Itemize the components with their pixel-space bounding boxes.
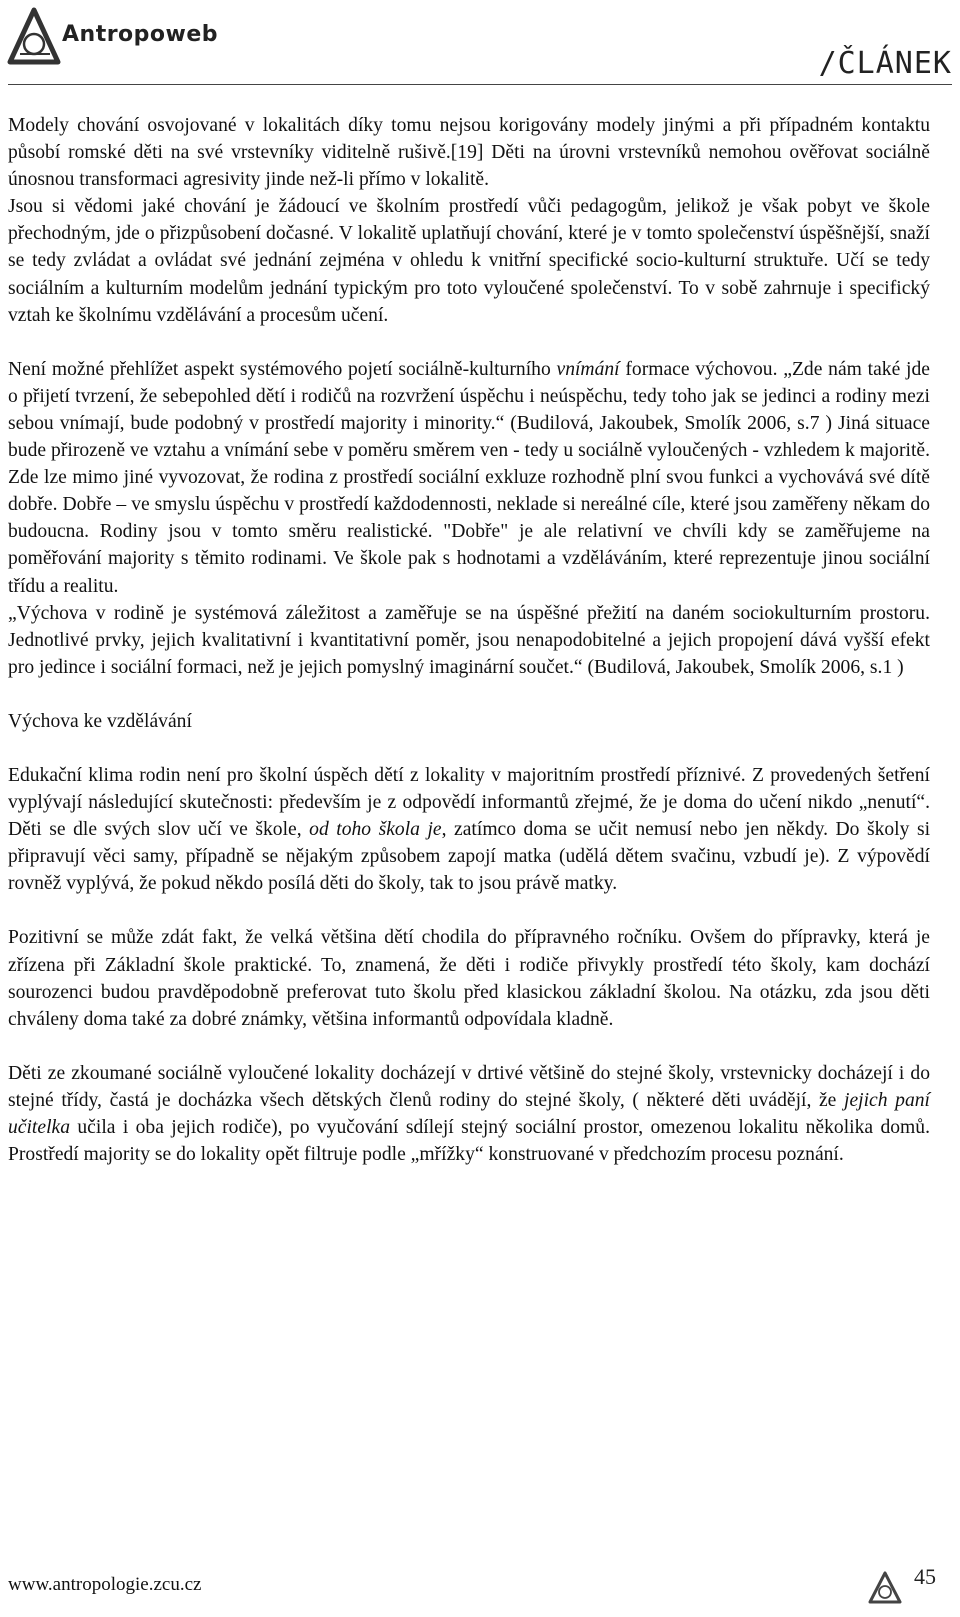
paragraph-7 (8, 1060, 930, 1168)
paragraph-5 (8, 762, 930, 897)
paragraph-3-emphasis: vnímání (556, 358, 620, 380)
article-body (8, 112, 930, 1168)
section-heading: Výchova ke vzdělávání (8, 710, 192, 732)
section-label: /ČLÁNEK (818, 46, 952, 81)
page-number: 45 (914, 1564, 936, 1589)
paragraph-2: Jsou si vědomi jaké chování je žádoucí ve školním prostředí vůči pedagogům, jelikož je však pobyt ve škole přechodným, jde o přizpůsobení dočasné. V lokalitě uplatňují chování, které je v tomto společenství úspěšnější, snaží se tedy zvládat a ovládat své jednání zejména v ohledu k vnitřní specifické socio-kulturní struktuře. Učí se tedy sociálním a kulturním modelům jednání typickým pro toto vyloučené společenství. To v sobě zahrnuje i specifický vztah ke školnímu vzdělávání a procesům učení. (8, 196, 930, 326)
footer-url-link[interactable]: www.antropologie.zcu.cz (8, 1574, 202, 1595)
paragraph-7-text-b: učila i oba jejich rodiče), po vyučování sdílejí stejný sociální prostor, omezenou lokalitu několika domů. Prostředí majority se do lokality opět filtruje podle „mřížky“ konstruované v předchozím procesu poznání. (8, 1117, 930, 1166)
paragraph-5-emphasis: od toho škola je (309, 819, 442, 841)
paragraph-5-text-b: , zatímco doma se učit nemusí nebo jen někdy. Do školy si připravují věci samy, případně se nějakým způsobem zapojí matka (udělá dětem svačinu, vzbudí je). Z výpovědí rovněž vyplývá, že pokud někdo posílá děti do školy, tak to jsou právě matky. (8, 819, 931, 895)
paragraph-4: „Výchova v rodině je systémová záležitost a zaměřuje se na úspěšné přežití na daném sociokulturním prostoru. Jednotlivé prvky, jejich kvalitativní i kvantitativní poměr, jsou nenapodobitelné a jejich propojení dává vyšší efekt pro jedince i sociální formaci, než je jejich pomyslný imaginární součet.“ (Budilová, Jakoubek, Smolík 2006, s.1 ) (8, 602, 930, 678)
paragraph-3 (8, 356, 930, 600)
paragraph-3-text-b: formace výchovou. „Zde nám také jde o přijetí tvrzení, že sebepohled dětí i rodičů na rozvržení úspěchu i neúspěchu, tedy toho jak se jedinci a rodiny mezi sebou vnímají, bude podobný v prostředí majority i minority.“ (Budilová, Jakoubek, Smolík 2006, s.7 ) Jiná situace bude přirozeně ve vztahu a vnímání sebe v poměru směrem ven - tedy u sociálně vyloučených - vzhledem k majoritě. Zde lze mimo jiné vyvozovat, že rodina z prostředí sociální exkluze rozhodně plní svou funkci a vychovává své dítě dobře. Dobře – ve smyslu úspěchu v prostředí každodennosti, neklade si nereálné cíle, které jsou zaměřeny někam do budoucna. Rodiny jsou v tomto směru realistické. "Dobře" je ale relativní ve chvíli kdy se zaměřujeme na poměřování majority s těmito rodinami. Ve škole pak s hodnotami a vzděláváním, které reprezentuje jinou sociální třídu a realitu. (8, 358, 930, 597)
paragraph-7-text-a: Děti ze zkoumané sociálně vyloučené lokality docházejí v drtivé většině do stejné školy, vrstevnicky docházejí i do stejné třídy, častá je docházka všech dětských členů rodiny do stejné školy, ( některé děti uvádějí, že (8, 1062, 930, 1111)
logo-text: Antropoweb (62, 22, 219, 47)
page-header (0, 0, 960, 88)
footer-logo-icon (868, 1570, 902, 1604)
page-footer (0, 1560, 960, 1617)
paragraph-7-emphasis: jejich paní učitelka (8, 1089, 930, 1138)
paragraph-3-text-a: Není možné přehlížet aspekt systémového pojetí sociálně-kulturního (8, 358, 557, 380)
antropoweb-logo[interactable] (6, 4, 226, 66)
paragraph-1: Modely chování osvojované v lokalitách díky tomu nejsou korigovány modely jinými a při případném kontaktu působí romské děti na své vrstevníky viditelně rušivě.[19] Děti na úrovni vrstevníků nemohou ověřovat sociálně únosnou transformaci agresivity jinde než-li přímo v lokalitě. (8, 115, 930, 191)
antropoweb-logo-icon (6, 4, 66, 66)
paragraph-5-text-a: Edukační klima rodin není pro školní úspěch dětí z lokality v majoritním prostředí příznivé. Z provedených šetření vyplývají následující skutečnosti: především je z odpovědí informantů zřejmé, že je doma do učení nikdo „nenutí“. Děti se dle svých slov učí ve škole, (8, 764, 930, 841)
header-divider (8, 84, 952, 85)
paragraph-6: Pozitivní se může zdát fakt, že velká většina dětí chodila do přípravného ročníku. Ovšem do přípravky, která je zřízena při Základní škole praktické. To, znamená, že děti i rodiče přivykly prostředí této školy, kam dochází sourozenci budou pravděpodobně preferovat tuto školu před klasickou základní školou. Na otázku, zda jsou děti chváleny doma také za dobré známky, většina informantů odpovídala kladně. (8, 927, 930, 1030)
